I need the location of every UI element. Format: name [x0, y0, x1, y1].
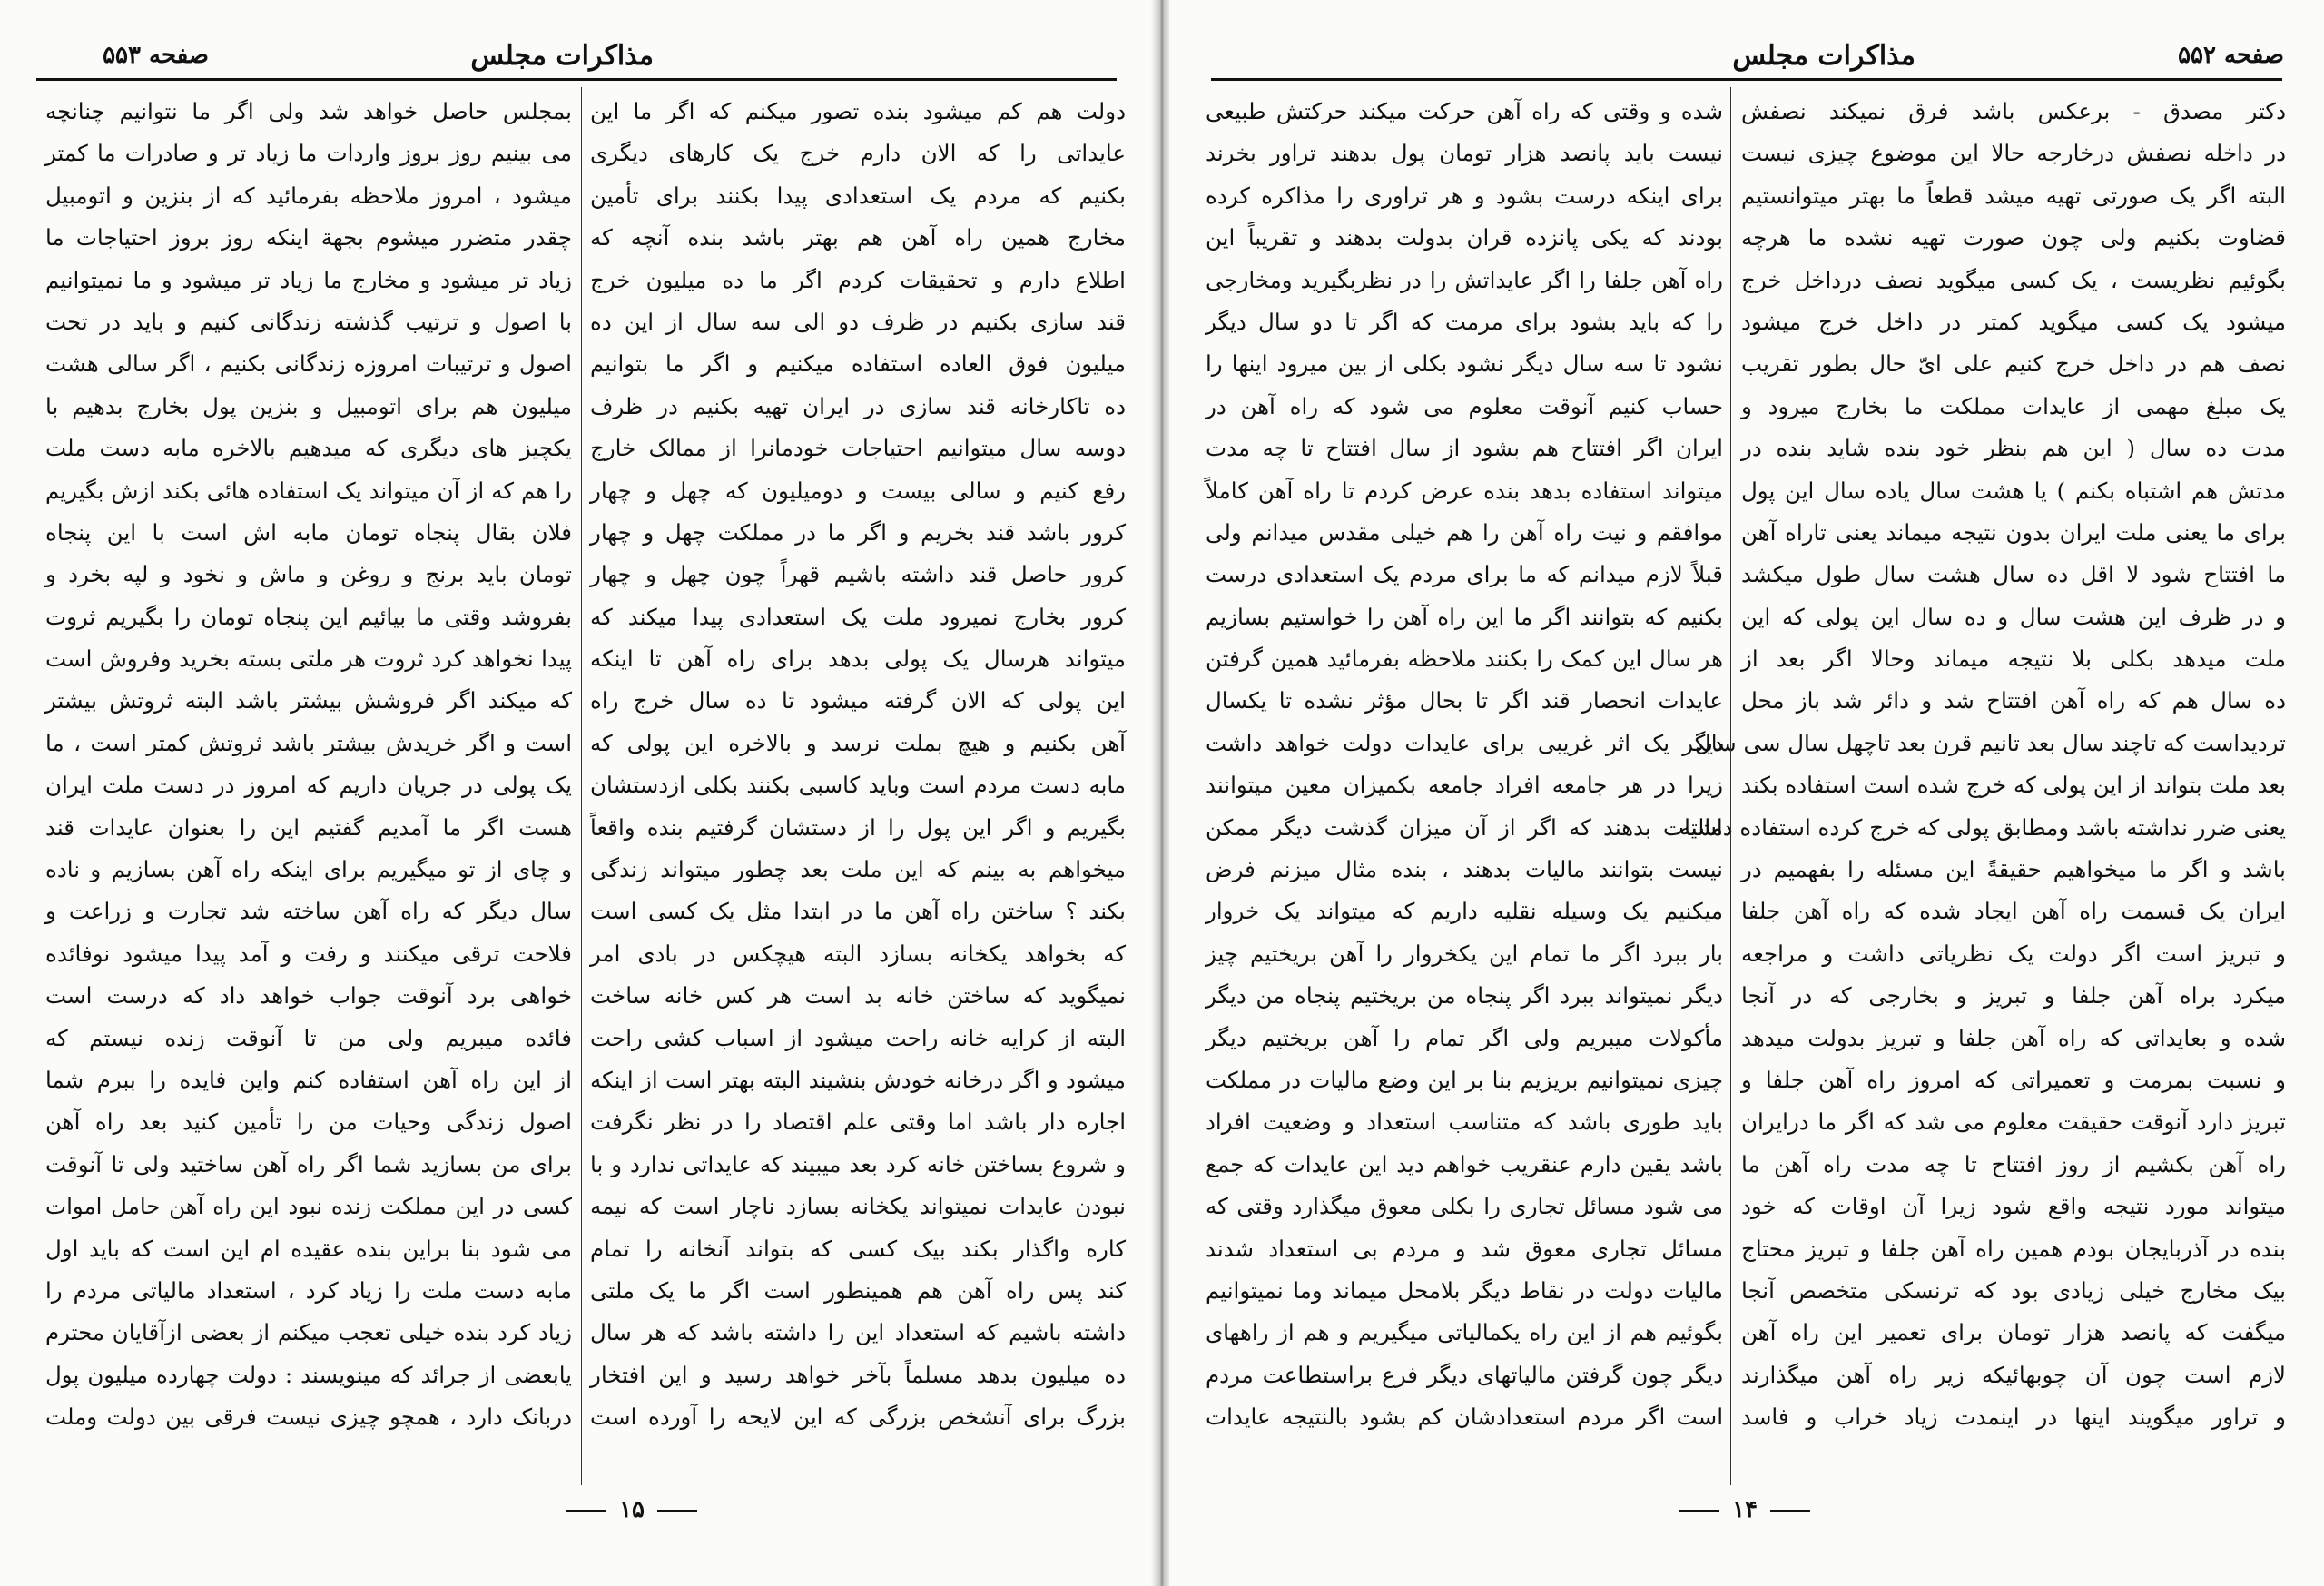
page-number: ۱۴ — [1732, 1496, 1758, 1523]
text-line: میگفت که پانصد هزار تومان برای تعمیر این راه آهن — [1741, 1319, 2286, 1346]
text-line: و در ظرف این هشت سال و ده سال این پولی که این — [1741, 603, 2286, 630]
page-footer — [1667, 1496, 1823, 1523]
text-line: مابه دست مردم است وباید کاسبی بکنند بکلی ازدستشان — [590, 772, 1126, 799]
text-line: پیدا نخواهد کرد ثروت هر ملتی بسته بخرید وفروش است — [45, 645, 572, 673]
text-line: عایداتی را که الان دارم خرج یک کارهای دیگری — [590, 140, 1126, 167]
text-line: قضاوت بکنیم ولی چون صورت تهیه نشده ما هرچه — [1741, 224, 2286, 251]
text-line: بکنیم که مردم یک استعدادی پیدا بکنند برای تأمین — [590, 182, 1126, 209]
text-line: زیرا در هر جامعه افراد جامعه بکمیزان معین میتوانند — [1206, 772, 1723, 799]
text-line: ده سال هم که راه آهن افتتاح شد و دائر شد باز محل — [1741, 687, 2286, 714]
text-line: بگیریم و اگر این پول را از دستشان گرفتیم بنده واقعاً — [590, 813, 1126, 841]
text-line: نیست باید پانصد هزار تومان پول بدهند تراور بخرند — [1206, 140, 1723, 167]
text-line: ده تاکارخانه قند سازی در ایران تهیه بکنیم در ظرف — [590, 392, 1126, 419]
column-divider — [581, 87, 582, 1485]
text-line: رفع کنیم و سالی بیست و دومیلیون که چهل و چهار — [590, 477, 1126, 504]
text-line: یک پولی در جریان داریم که امروز در دست ملت ایران — [45, 772, 572, 799]
text-line: بفروشد وقتی ما بیائیم این پنجاه تومان را بگیریم ثروت — [45, 603, 572, 630]
left-page-header — [36, 40, 1126, 76]
text-line: کسی در این مملکت زنده نبود این راه آهن حامل اموات — [45, 1193, 572, 1220]
text-line: با اصول و ترتیب گذشته زندگانی کنیم و باید در تحت — [45, 308, 572, 335]
page-footer — [554, 1496, 710, 1523]
text-line: این پولی که الان گرفته میشود تا ده سال خرج راه — [590, 687, 1126, 714]
text-line: می شود مسائل تجاری را بکلی معوق میگذارد وقتی که — [1206, 1193, 1723, 1220]
text-line: برای من بسازید شما اگر راه آهن ساختید ولی تا آنوقت — [45, 1150, 572, 1177]
text-line: چیزی نمیتوانیم بریزیم بنا بر این وضع مالیات در مملکت — [1206, 1066, 1723, 1093]
text-line: یک مبلغ مهمی از عایدات مملکت ما بخارج میرود و — [1741, 392, 2286, 419]
text-line: داشته باشیم که استعداد این را داشته باشد که هر سال — [590, 1319, 1126, 1346]
text-line: اصول و ترتیبات امروزه زندگانی بکنیم ، اگر سالی هشت — [45, 350, 572, 378]
text-line: کاره واگذار بکند بیک کسی که بتواند آنخانه را تمام — [590, 1235, 1126, 1262]
text-line: میشود و اگر درخانه خودش بنشیند البته بهتر است از اینکه — [590, 1066, 1126, 1093]
header-rule — [36, 78, 1117, 81]
text-line: مدتش هم اشتباه بکنم ) یا هشت سال یاده سال این پول — [1741, 477, 2286, 504]
text-line: باید طوری باشد که متناسب استعداد و وضعیت افراد — [1206, 1108, 1723, 1136]
text-line: بنده در آذربایجان بودم همین راه آهن جلفا و تبریز محتاج — [1741, 1235, 2286, 1262]
text-line: دیگر یک اثر غریبی برای عایدات دولت خواهد داشت — [1206, 729, 1723, 756]
text-line: مسائل تجاری معوق شد و مردم بی استعداد شدند — [1206, 1235, 1723, 1262]
text-line: خواهی برد آنوقت جواب خواهد داد که درست است — [45, 982, 572, 1010]
text-line: عایدات انحصار قند اگر تا بحال مؤثر نشده تا یکسال — [1206, 687, 1723, 714]
text-line: شده و وقتی که راه آهن حرکت میکند حرکتش طبیعی — [1206, 98, 1723, 124]
running-title: مذاکرات مجلس — [470, 40, 654, 72]
text-column-right — [1679, 91, 2286, 1480]
text-line: دیگر نمیتواند ببرد اگر پنجاه من بریختیم پنجاه من دیگر — [1206, 982, 1723, 1010]
text-line: بزرگ برای آنشخص بزرگی که این لایحه را آورده است — [590, 1404, 1126, 1431]
text-line: بگوئیم نظریست ، یک کسی میگوید نصف درداخل خرج — [1741, 266, 2286, 293]
text-line: یابعضی از جرائد که مینویسند : دولت چهارده میلیون پول — [45, 1361, 572, 1388]
text-line: می شود بنا براین بنده عقیده ام این است که باید اول — [45, 1235, 572, 1262]
text-line: مابه دست ملت را زیاد کرد ، استعداد مالیاتی مردم را — [45, 1276, 572, 1304]
text-line: البته از کرایه خانه راحت میشود از اسباب کشی راحت — [590, 1024, 1126, 1051]
text-line: برای اینکه درست بشود و هر تراوری را مذاکره کرده — [1206, 182, 1723, 209]
text-line: اطلاع دارم و تحقیقات کردم اگر ما ده میلیون خرج — [590, 266, 1126, 293]
text-line: لازم است چون آن چوبهائیکه زیر راه آهن میگذارند — [1741, 1361, 2286, 1388]
text-line: بودند که یکی پانزده قران بدولت بدهند و تقریباً این — [1206, 224, 1723, 251]
text-line: زیاد تر میشود و مخارج ما زیاد تر میشود و ما نمیتوانیم — [45, 266, 572, 293]
right-page-header — [1211, 40, 2288, 76]
text-line: اصول زندگی وحیات من را تأمین کنید بعد راه آهن — [45, 1108, 572, 1136]
footer-dash — [1770, 1510, 1810, 1512]
text-line: بعد ملت بتواند از این پولی که خرج شده است استفاده بکند — [1741, 772, 2286, 799]
text-line: باشد و اگر ما میخواهیم حقیقةً این مسئله را بفهمیم در — [1741, 856, 2286, 883]
column-divider — [1730, 87, 1731, 1485]
text-line: زیاد کرد بنده خیلی تعجب میکنم از بعضی ازآقایان محترم — [45, 1319, 572, 1346]
text-line: شده و بعایداتی که راه آهن جلفا و تبریز بدولت میدهد — [1741, 1024, 2286, 1051]
text-line: چقدر متضرر میشوم بجهة اینکه روز بروز احتیاجات ما — [45, 224, 572, 251]
text-line: مخارج همین راه آهن هم بهتر باشد بنده آنچه که — [590, 224, 1126, 251]
text-line: که بخواهد یکخانه بسازد البته هیچکس در بادی امر — [590, 940, 1126, 967]
text-line: مالیات دولت در نقاط دیگر بلامحل میماند وما نمیتوانیم — [1206, 1276, 1723, 1304]
page-label: صفحه ۵۵۳ — [103, 42, 209, 69]
text-line: بگوئیم هم از این راه یکمالیاتی میگیریم و هم از راههای — [1206, 1319, 1723, 1346]
text-line: هست اگر ما آمدیم گفتیم این را بعنوان عایدات قند — [45, 813, 572, 841]
text-line: بکند ؟ ساختن راه آهن ما در ابتدا مثل یک کسی است — [590, 898, 1126, 925]
running-title: مذاکرات مجلس — [1732, 40, 1915, 72]
text-line: دکتر مصدق - برعکس باشد فرق نمیکند نصفش — [1741, 98, 2286, 124]
text-line: میلیون هم برای اتومبیل و بنزین پول بخارج بدهیم با — [45, 392, 572, 419]
text-line: راه آهن بکشیم از روز افتتاح تا چه مدت راه آهن ما — [1741, 1150, 2286, 1177]
text-line: بیک مخارج خیلی زیادی بود که ترنسکی متخصص آنجا — [1741, 1276, 2286, 1304]
text-line: ما افتتاح شود لا اقل ده سال هشت سال طول میکشد — [1741, 561, 2286, 588]
text-line: قبلاً لازم میدانم که ما برای مردم یک استعدادی درست — [1206, 561, 1723, 588]
text-line: است و اگر خریدش بیشتر باشد ثروتش کمتر است ، ما — [45, 729, 572, 756]
text-line: بکنیم که بتوانند اگر ما این راه آهن را خواستیم بسازیم — [1206, 603, 1723, 630]
text-line: نمیگوید که ساختن خانه بد است هر کس خانه ساخت — [590, 982, 1126, 1010]
text-line: کرور باشد قند بخریم و اگر ما در مملکت چهل و چهار — [590, 518, 1126, 546]
text-line: نصف هم در داخل خرج کنیم علی ایّ حال بطور تقریب — [1741, 350, 2286, 378]
text-line: کرور بخارج نمیرود ملت یک استعدادی پیدا میکند که — [590, 603, 1126, 630]
text-line: و شروع بساختن خانه کرد بعد میبیند که عایداتی ندارد و با — [590, 1150, 1126, 1177]
text-column-left — [45, 91, 572, 1480]
text-line: ایران یک قسمت راه آهن ایجاد شده که راه آهن جلفا — [1741, 898, 2286, 925]
text-line: یعنی ضرر نداشته باشد ومطابق پولی که خرج کرده استفاده داشته — [1679, 813, 2286, 841]
text-line: دیگر چون گرفتن مالیاتهای دیگر فرع براستطاعت مردم — [1206, 1361, 1723, 1388]
text-line: را هم که از آن میتواند یک استفاده هائی بکند ازش بگیریم — [45, 477, 572, 504]
text-line: فلان بقال پنجاه تومان مابه اش است با این پنجاه — [45, 518, 572, 546]
text-line: ده میلیون بدهد مسلماً بآخر خواهد رسید و این افتخار — [590, 1361, 1126, 1388]
text-line: و تبریز است اگر دولت یک نظریاتی داشت و مراجعه — [1741, 940, 2286, 967]
text-line: و چای از تو میگیریم برای اینکه راه آهن بسازیم و ناده — [45, 856, 572, 883]
text-line: اجاره دار باشد اما وقتی علم اقتصاد را در نظر نگرفت — [590, 1108, 1126, 1136]
text-line: فائده میبریم ولی من تا آنوقت زنده نیستم که — [45, 1024, 572, 1051]
text-line: در داخله نصفش درخارجه حالا این موضوع چیزی نیست — [1741, 140, 2286, 167]
text-line: سال دیگر که راه آهن ساخته شد تجارت و زراعت و — [45, 898, 572, 925]
text-line: تومان باید برنج و روغن و ماش و نخود و لپه بخرد و — [45, 561, 572, 588]
text-line: مأکولات میبریم ولی اگر تمام را آهن بریختیم دیگر — [1206, 1024, 1723, 1051]
text-line: ایران اگر افتتاح هم بشود از سال افتتاح تا چه مدت — [1206, 435, 1723, 462]
text-line: باشد یقین دارم عنقریب خواهم دید این عایدات که جمع — [1206, 1150, 1723, 1177]
text-line: یکچیز های دیگری که میدهیم بالاخره مابه دست ملت — [45, 435, 572, 462]
text-line: راه آهن جلفا را اگر عایداتش را در نظربگیرید ومخارجی — [1206, 266, 1723, 293]
text-line: و نسبت بمرمت و تعمیراتی که امروز راه آهن جلفا و — [1741, 1066, 2286, 1093]
text-line: میلیون فوق العاده استفاده میکنیم و اگر ما بتوانیم — [590, 350, 1126, 378]
text-line: دولت هم کم میشود بنده تصور میکنم که اگر ما این — [590, 98, 1126, 124]
text-line: را که باید بشود برای مرمت که اگر تا دو سال دیگر — [1206, 308, 1723, 335]
text-line: نشود تا سه سال دیگر نشود بکلی از بین میرود اینها را — [1206, 350, 1723, 378]
text-line: مالیات بدهند که اگر از آن میزان گذشت دیگر ممکن — [1206, 813, 1723, 841]
text-line: تردیداست که تاچند سال بعد تانیم قرن بعد تاچهل سال سی سال — [1694, 729, 2286, 756]
text-line: میکرد براه آهن جلفا و تبریز و بخارجی که در آنجا — [1741, 982, 2286, 1010]
text-line: که میکند اگر فروشش بیشتر باشد البته ثروتش بیشتر — [45, 687, 572, 714]
text-line: میشود ، امروز ملاحظه بفرمائید که از بنزین و اتومبیل — [45, 182, 572, 209]
page-number: ۱۵ — [619, 1496, 645, 1523]
page-label: صفحه ۵۵۲ — [2178, 42, 2284, 69]
footer-dash — [1679, 1510, 1719, 1512]
text-line: دوسه سال میتوانیم احتیاجات خودمانرا از ممالک خارج — [590, 435, 1126, 462]
text-line: مدت ده سال ( این هم بنظر خود بنده شاید بنده در — [1741, 435, 2286, 462]
text-line: می بینیم روز بروز واردات ما زیاد تر و صادرات ما کمتر — [45, 140, 572, 167]
text-line: نیست بتوانند مالیات بدهند ، بنده مثال میزنم فرض — [1206, 856, 1723, 883]
footer-dash — [657, 1510, 697, 1512]
text-line: هر سال این کمک را بکنند ملاحظه بفرمائید همین گرفتن — [1206, 645, 1723, 673]
text-line: کرور حاصل قند داشته باشیم قهراً چون چهل و چهار — [590, 561, 1126, 588]
text-column-left — [1206, 91, 1723, 1480]
text-line: موافقم و نیت راه آهن را هم خیلی مقدس میدانم ولی — [1206, 518, 1723, 546]
text-line: آهن بکنیم و هیچ بملت نرسد و بالاخره این پولی که — [590, 729, 1126, 756]
right-page — [1169, 0, 2324, 1586]
text-column-right — [590, 91, 1126, 1480]
text-line: میخواهم به بینم که این ملت بعد چطور میتواند زندگی — [590, 856, 1126, 883]
text-line: تبریز دارد آنوقت حقیقت معلوم می شد که اگر ما درایران — [1741, 1108, 2286, 1136]
text-line: کند پس راه آهن هم همینطور است اگر ما یک ملتی — [590, 1276, 1126, 1304]
text-line: بمجلس حاصل خواهد شد ولی اگر ما نتوانیم چنانچه — [45, 98, 572, 124]
text-line: میتواند استفاده بدهد بنده عرض کردم تا راه آهن کاملاً — [1206, 477, 1723, 504]
text-line: حساب کنیم آنوقت معلوم می شود که راه آهن در — [1206, 392, 1723, 419]
text-line: دربانک دارد ، همچو چیزی نیست فرقی بین دولت وملت — [45, 1404, 572, 1431]
text-line: فلاحت ترقی میکنند و رفت و آمد پیدا میشود نوفائده — [45, 940, 572, 967]
text-line: بار ببرد اگر ما تمام این یکخروار را آهن بریختیم چیز — [1206, 940, 1723, 967]
text-line: میشود یک کسی میگوید کمتر در داخل خرج میشود — [1741, 308, 2286, 335]
text-line: از این راه آهن استفاده کنم واین فایده را ببرم شما — [45, 1066, 572, 1093]
text-line: البته اگر یک صورتی تهیه میشد قطعاً ما بهتر میتوانستیم — [1741, 182, 2286, 209]
text-line: برای ما یعنی ملت ایران بدون نتیجه میماند یعنی تاراه آهن — [1741, 518, 2286, 546]
text-line: ملت میدهد بکلی بلا نتیجه میماند وحالا اگر بعد از — [1741, 645, 2286, 673]
text-line: میکنیم یک وسیله نقلیه داریم که میتواند یک خروار — [1206, 898, 1723, 925]
text-line: است اگر مردم استعدادشان کم بشود بالنتیجه عایدات — [1206, 1404, 1723, 1431]
text-line: میتواند مورد نتیجه واقع شود زیرا آن اوقات که خود — [1741, 1193, 2286, 1220]
text-line: نبودن عایدات نمیتواند یکخانه بسازد ناچار است که نیمه — [590, 1193, 1126, 1220]
text-line: میتواند هرسال یک پولی بدهد برای راه آهن تا اینکه — [590, 645, 1126, 673]
text-line: و تراور میگویند اینها در اینمدت زیاد خراب و فاسد — [1741, 1404, 2286, 1431]
text-line: قند سازی بکنیم در ظرف دو الی سه سال از این ده — [590, 308, 1126, 335]
footer-dash — [566, 1510, 606, 1512]
header-rule — [1211, 78, 2282, 81]
